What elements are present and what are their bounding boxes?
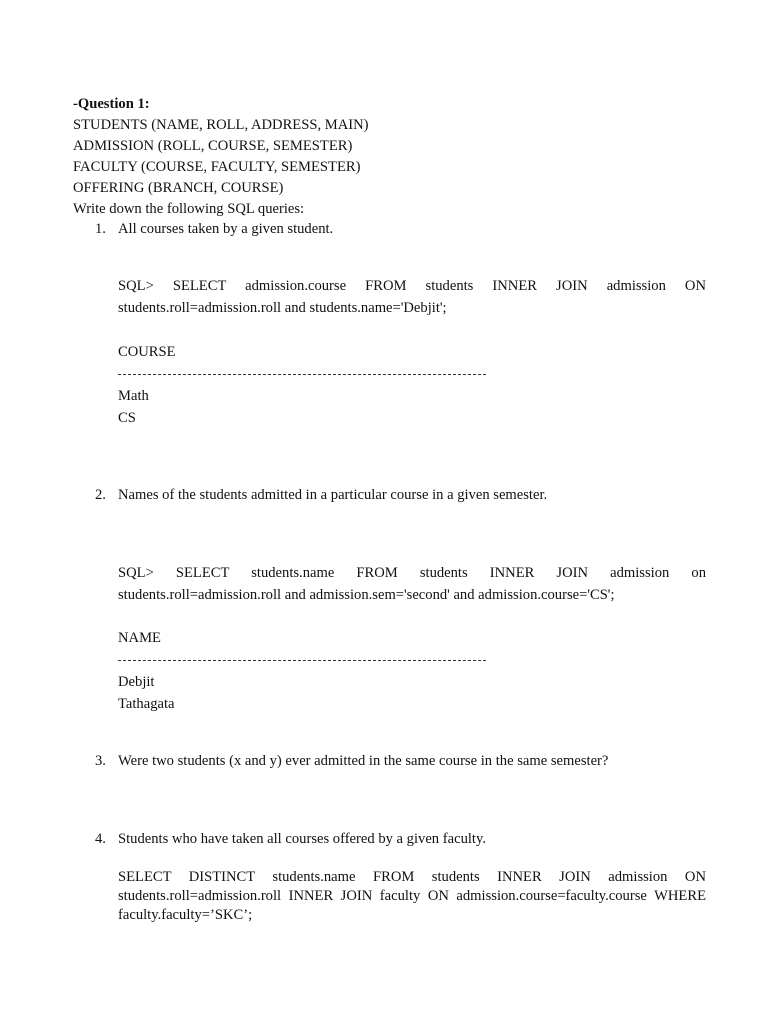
item-4-text: Students who have taken all courses offered by a given faculty. <box>118 831 486 847</box>
item-1-result-row: CS <box>118 410 136 426</box>
item-4-number: 4. <box>95 831 106 847</box>
item-3-number: 3. <box>95 753 106 769</box>
item-3-text: Were two students (x and y) ever admitted in the same course in the same semester? <box>118 753 609 769</box>
item-2-result-row: Debjit <box>118 674 155 690</box>
item-1-number: 1. <box>95 221 106 237</box>
item-2-result-row: Tathagata <box>118 696 175 712</box>
question-heading: -Question 1: <box>73 96 150 112</box>
item-2-number: 2. <box>95 487 106 503</box>
item-4-sql-line-3: faculty.faculty=’SKC’; <box>118 907 253 923</box>
item-1-sql-line-2: students.roll=admission.roll and students.name='Debjit'; <box>118 300 447 316</box>
item-1-result-row: Math <box>118 388 149 404</box>
item-1-text: All courses taken by a given student. <box>118 221 334 237</box>
schema-admission: ADMISSION (ROLL, COURSE, SEMESTER) <box>73 138 353 154</box>
item-2-result-divider <box>118 660 486 661</box>
item-1-result-header: COURSE <box>118 344 176 360</box>
instruction-text: Write down the following SQL queries: <box>73 201 305 217</box>
item-1-result-divider <box>118 374 486 375</box>
schema-students: STUDENTS (NAME, ROLL, ADDRESS, MAIN) <box>73 117 369 133</box>
schema-faculty: FACULTY (COURSE, FACULTY, SEMESTER) <box>73 159 361 175</box>
item-4-sql-line-1: SELECT DISTINCT students.name FROM students INNER JOIN admission ON <box>118 869 706 885</box>
item-2-result-header: NAME <box>118 630 161 646</box>
item-2-text: Names of the students admitted in a particular course in a given semester. <box>118 487 548 503</box>
item-1-sql-line-1: SQL> SELECT admission.course FROM students INNER JOIN admission ON <box>118 278 706 294</box>
item-2-sql-line-1: SQL> SELECT students.name FROM students INNER JOIN admission on <box>118 565 706 581</box>
item-2-sql-line-2: students.roll=admission.roll and admission.sem='second' and admission.course='CS'; <box>118 587 615 603</box>
schema-offering: OFFERING (BRANCH, COURSE) <box>73 180 284 196</box>
item-4-sql-line-2: students.roll=admission.roll INNER JOIN faculty ON admission.course=faculty.course WHERE <box>118 888 706 904</box>
